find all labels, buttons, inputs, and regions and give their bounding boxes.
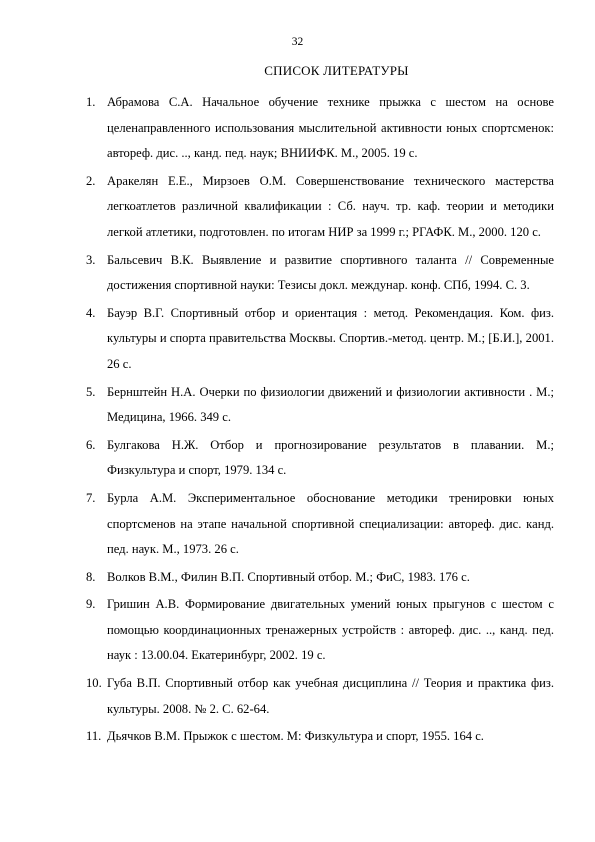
reference-text: Бернштейн Н.А. Очерки по физиологии движений и физиологии активности . М.; Медицина, 1966. 349 с. <box>107 384 554 425</box>
reference-text: Абрамова С.А. Начальное обучение технике прыжка с шестом на основе целенаправленного использования мыслительной активности юных спортсменок: автореф. дис. .., канд. пед. наук; ВНИИФК. М., 2005. 19 с. <box>107 95 554 161</box>
reference-number: 5. <box>86 384 96 399</box>
reference-text: Булгакова Н.Ж. Отбор и прогнозирование результатов в плавании. М.; Физкультура и спорт, 1979. 134 с. <box>107 437 554 478</box>
reference-item <box>86 486 554 563</box>
reference-text: Дьячков В.М. Прыжок с шестом. М: Физкультура и спорт, 1955. 164 с. <box>107 729 484 744</box>
reference-number: 7. <box>86 490 96 505</box>
reference-item <box>86 671 554 722</box>
reference-item <box>86 433 554 484</box>
reference-item <box>86 169 554 246</box>
reference-number: 9. <box>86 597 96 612</box>
page-number: 32 <box>291 36 304 48</box>
reference-item <box>86 565 554 591</box>
reference-number: 1. <box>86 95 96 109</box>
reference-text: Бурла А.М. Экспериментальное обоснование методики тренировки юных спортсменов на этапе начальной спортивной специализации: автореф. дис. канд. пед. наук. М., 1973. 26 с. <box>107 490 554 557</box>
reference-item <box>86 592 554 669</box>
reference-text: Гришин А.В. Формирование двигательных умений юных прыгунов с шестом с помощью координационных тренажерных устройств : автореф. дис. .., канд. пед. наук : 13.00.04. Екатеринбург, 2002. 19 с. <box>107 597 554 663</box>
page-title: СПИСОК ЛИТЕРАТУРЫ <box>264 63 409 78</box>
reference-text: Бальсевич В.К. Выявление и развитие спортивного таланта // Современные достижения спортивной науки: Тезисы докл. междунар. конф. СПб, 1994. С. 3. <box>107 252 554 293</box>
reference-item <box>86 724 554 750</box>
reference-item <box>86 90 554 167</box>
reference-item <box>86 301 554 378</box>
reference-number: 2. <box>86 173 96 188</box>
reference-text: Аракелян Е.Е., Мирзоев О.М. Совершенствование технического мастерства легкоатлетов различной квалификации : Сб. науч. тр. каф. теории и методики легкой атлетики, подготовлен. по итогам НИР за 1999 г.; РГАФК. М., 2000. 120 с. <box>107 173 554 239</box>
reference-list <box>86 90 554 752</box>
reference-number: 6. <box>86 437 96 452</box>
reference-item <box>86 380 554 431</box>
reference-number: 10. <box>86 676 102 691</box>
reference-text: Губа В.П. Спортивный отбор как учебная дисциплина // Теория и практика физ. культуры. 2008. № 2. С. 62-64. <box>107 676 554 716</box>
reference-number: 3. <box>86 252 96 267</box>
reference-item <box>86 248 554 299</box>
reference-number: 11. <box>86 729 102 744</box>
reference-text: Бауэр В.Г. Спортивный отбор и ориентация : метод. Рекомендация. Ком. физ. культуры и спорта правительства Москвы. Спортив.-метод. центр. М.; [Б.И.], 2001. 26 с. <box>107 305 554 371</box>
reference-number: 4. <box>86 305 96 320</box>
reference-text: Волков В.М., Филин В.П. Спортивный отбор. М.; ФиС, 1983. 176 с. <box>107 569 470 584</box>
reference-number: 8. <box>86 569 96 584</box>
